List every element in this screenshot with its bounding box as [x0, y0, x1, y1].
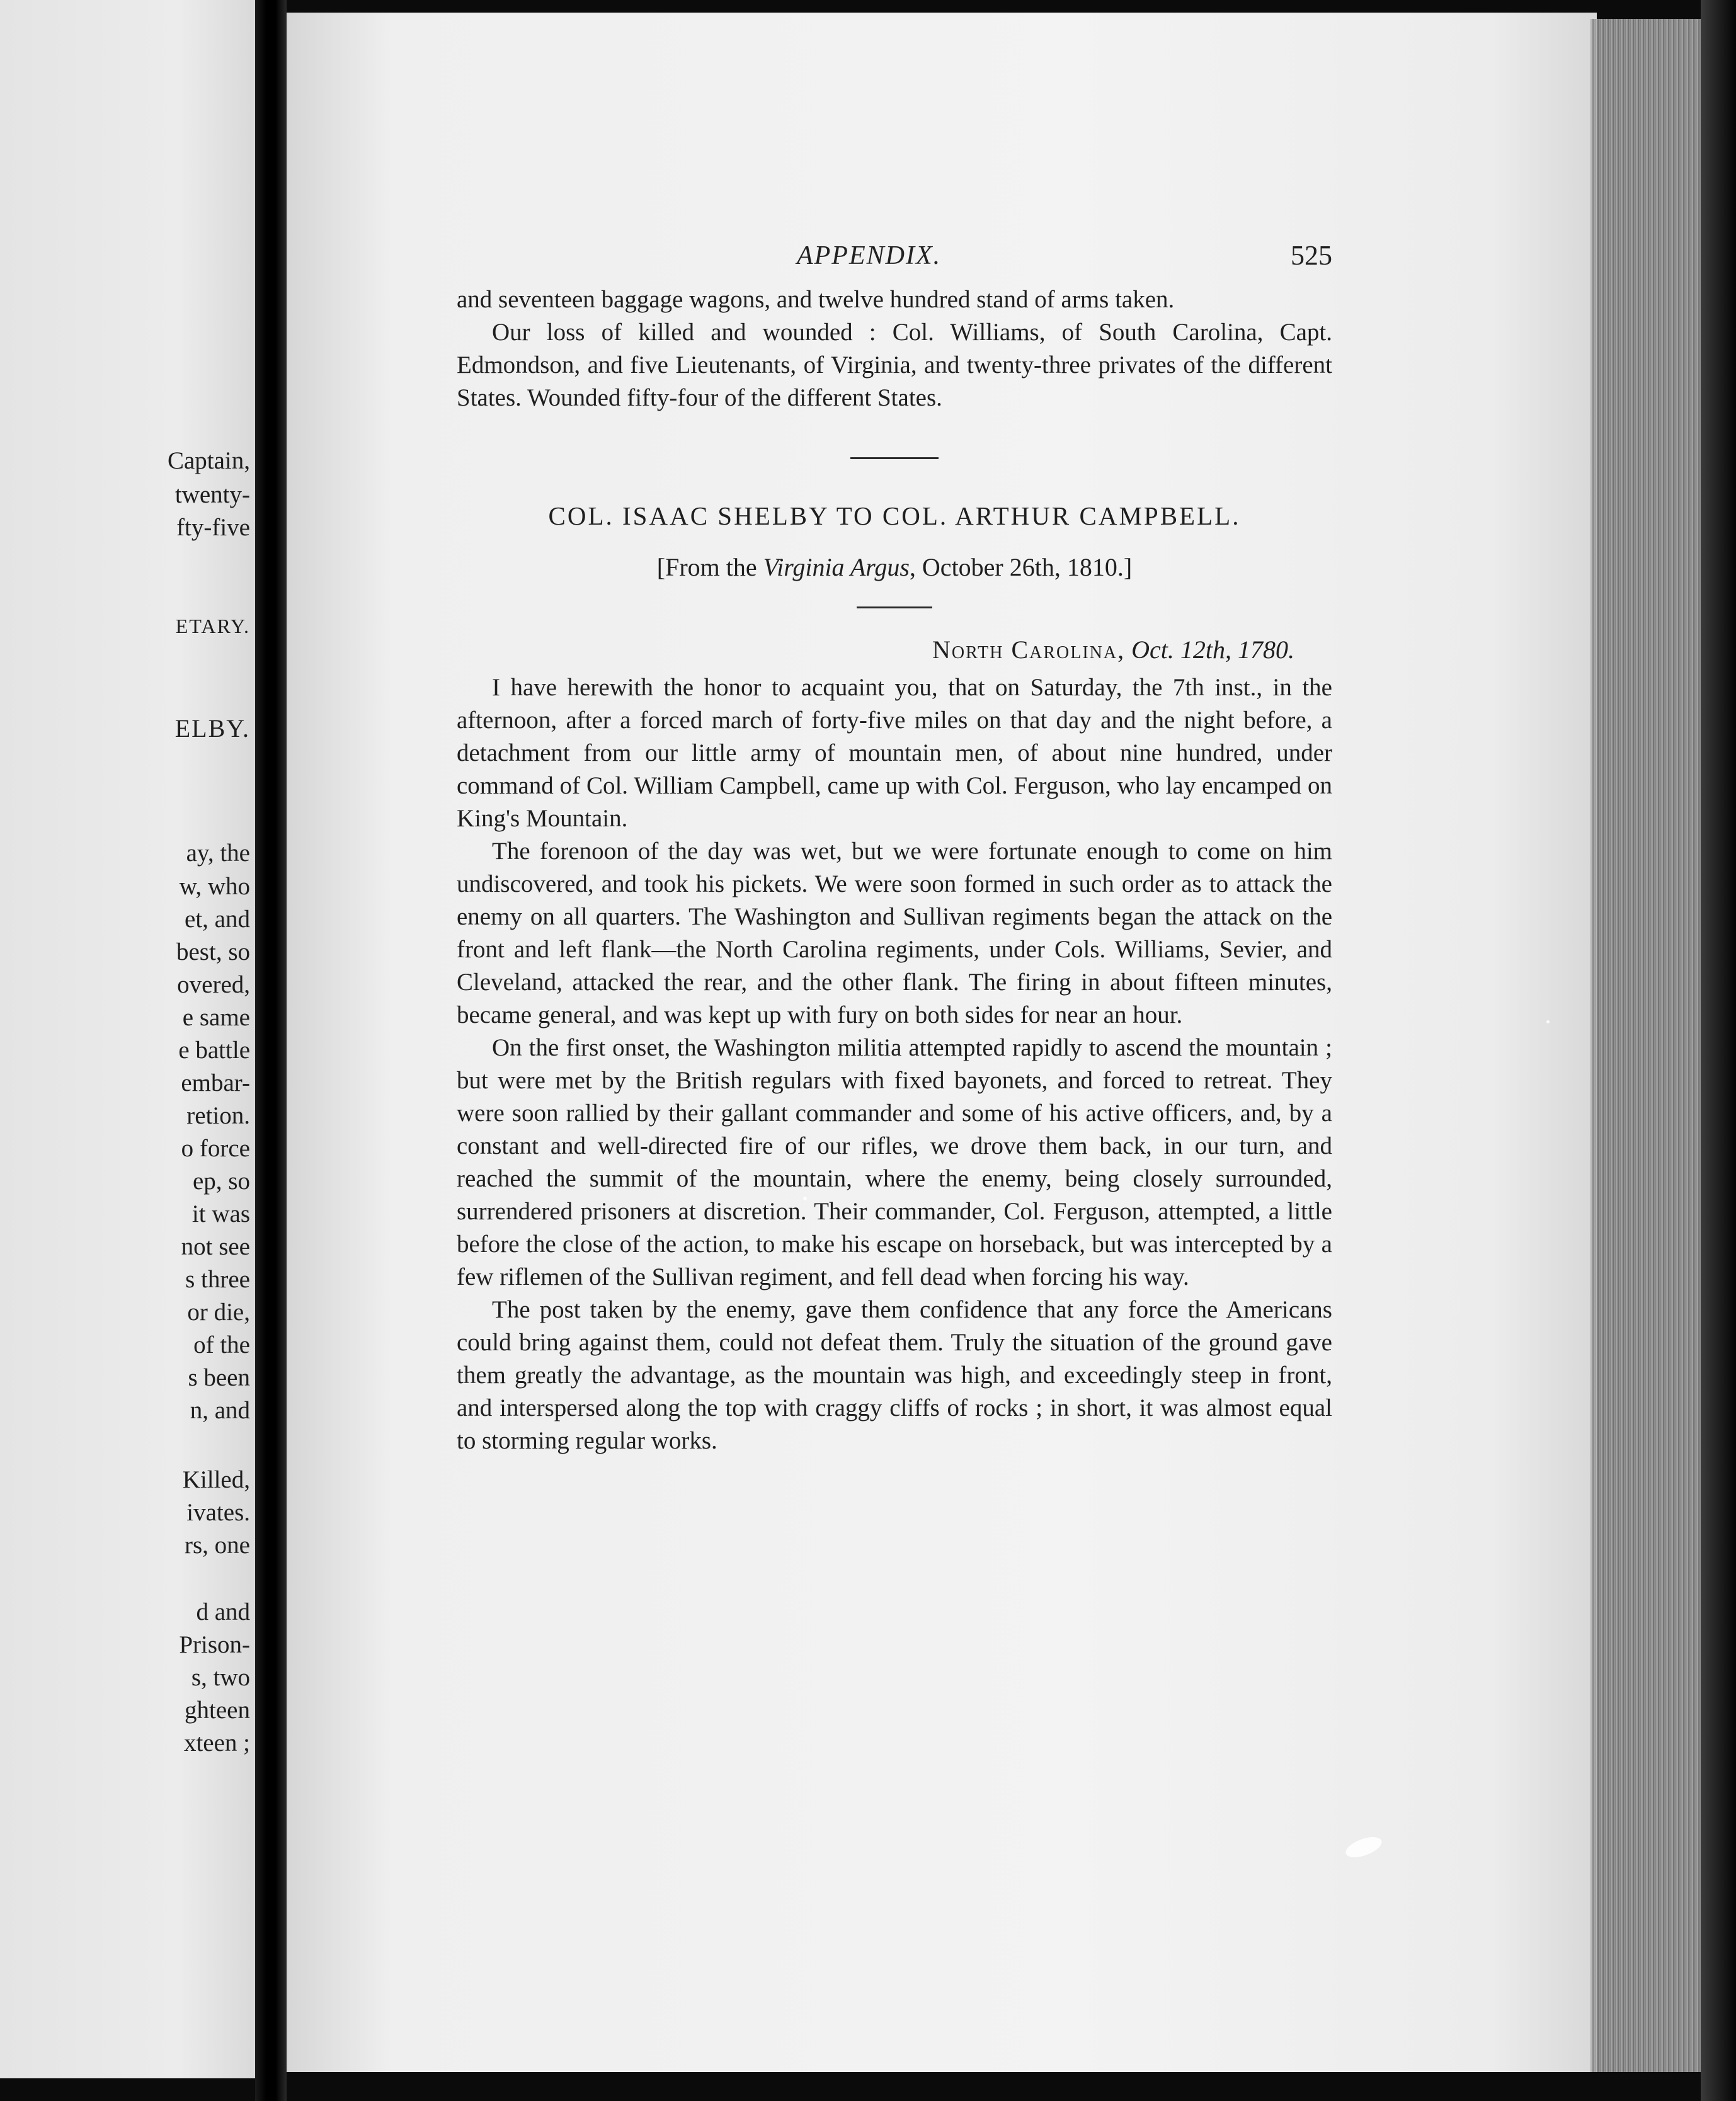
left-fragment-line: xteen ;	[183, 1729, 250, 1757]
dateline-place: North Carolina,	[932, 635, 1126, 664]
source-suffix: , October 26th, 1810.]	[909, 553, 1133, 581]
left-fragment-line: embar-	[181, 1069, 250, 1096]
left-fragment-line: of the	[193, 1331, 250, 1358]
left-fragment-line: it was	[191, 1200, 250, 1227]
letter-heading: COL. ISAAC SHELBY TO COL. ARTHUR CAMPBELL.	[548, 501, 1241, 530]
left-fragment-line: Prison-	[179, 1631, 250, 1658]
letter-paragraph: The post taken by the enemy, gave them confidence that any force the Americans could bring against them, could not defeat them. Truly the situation of the ground gave them greatly the advantage, as the mountain was high, and exceedingly steep in front, and interspersed along the top with craggy cliffs of rocks ; in short, it was almost equal to storming regular works.	[457, 1296, 1332, 1454]
left-fragment-line: not see	[181, 1233, 250, 1260]
left-fragment-line: s, two	[191, 1664, 250, 1691]
left-fragment-line: ep, so	[193, 1168, 250, 1195]
left-fragment-line: Captain,	[167, 447, 250, 474]
letter-dateline	[457, 634, 1332, 666]
left-fragment-line: ay, the	[186, 840, 250, 867]
left-fragment-line: s three	[185, 1266, 250, 1293]
continued-paragraph: and seventeen baggage wagons, and twelve hundred stand of arms taken.	[457, 286, 1175, 313]
source-prefix: [From the	[656, 553, 763, 581]
left-fragment-line: or die,	[187, 1299, 250, 1326]
left-fragment-line: ELBY.	[174, 714, 250, 743]
running-head	[457, 239, 1332, 283]
letter-paragraph: On the first onset, the Washington militia attempted rapidly to ascend the mountain ; but were met by the British regulars with fixed bayonets, and forced to retreat. They were soon rallied by their gallant commander and some of his active officers, and, by a constant and well-directed fire of our rifles, we drove them back, in our turn, and reached the summit of the mountain, where the enemy, being closely surrounded, surrendered prisoners at discretion. Their commander, Col. Ferguson, attempted, a little before the close of the action, to make his escape on horseback, but was intercepted by a few riflemen of the Sullivan regiment, and fell dead when forcing his way.	[457, 1034, 1332, 1290]
left-fragment-line: et, and	[185, 906, 250, 933]
left-fragment-line: w, who	[179, 873, 250, 900]
left-fragment-line: o force	[181, 1135, 250, 1162]
left-fragment-line: ghteen	[185, 1697, 250, 1724]
left-fragment-line: s been	[188, 1364, 250, 1391]
left-fragment-line: ivates.	[186, 1499, 250, 1526]
scan-speck	[1546, 1020, 1550, 1023]
source-citation	[457, 551, 1332, 584]
page-number: 525	[1291, 240, 1332, 271]
left-fragment-line: best, so	[176, 938, 250, 965]
letter-paragraph: I have herewith the honor to acquaint you, that on Saturday, the 7th inst., in the afternoon, after a forced march of forty-five miles on that day and the night before, a detachment from our little army of mountain men, of about nine hundred, under command of Col. William Campbell, came up with Col. Ferguson, who lay encamped on King's Mountain.	[457, 674, 1332, 832]
left-fragment-line: n, and	[190, 1397, 250, 1424]
left-fragment-line: overed,	[177, 971, 250, 998]
heading-rule	[857, 606, 932, 608]
source-newspaper: Virginia Argus	[763, 553, 910, 581]
page-content	[457, 239, 1332, 1457]
loss-paragraph: Our loss of killed and wounded : Col. Williams, of South Carolina, Capt. Edmondson, and five Lieutenants, of Virginia, and twenty-three privates of the different States. Wounded fifty-four of the different States.	[457, 319, 1332, 411]
left-fragment-line: ETARY.	[175, 615, 250, 637]
running-title: APPENDIX.	[797, 241, 942, 270]
left-fragment-line: twenty-	[174, 481, 250, 508]
left-fragment-line: d and	[196, 1598, 250, 1626]
section-rule	[850, 457, 939, 459]
dateline-date: Oct. 12th, 1780.	[1131, 635, 1294, 664]
left-fragment-line: fty-five	[176, 514, 250, 541]
letter-paragraph: The forenoon of the day was wet, but we were fortunate enough to come on him undiscovered, and took his pickets. We were soon formed in such order as to attack the enemy on all quarters. The Washington and Sullivan regiments began the attack on the front and left flank—the North Carolina regiments, under Cols. Williams, Sevier, and Cleveland, attacked the rear, and the other flank. The firing in about fifteen minutes, became general, and was kept up with fury on both sides for near an hour.	[457, 838, 1332, 1028]
left-fragment-line: retion.	[186, 1102, 250, 1129]
book-gutter	[255, 0, 287, 2101]
left-page-cropped-text	[0, 0, 255, 2078]
left-fragment-line: Killed,	[182, 1466, 250, 1493]
edge-shadow	[1701, 0, 1736, 2101]
left-fragment-line: rs, one	[185, 1532, 250, 1559]
scan-speck	[1343, 1833, 1384, 1862]
page-edges	[1590, 19, 1716, 2072]
left-fragment-line: e same	[182, 1004, 250, 1031]
left-fragment-line: e battle	[178, 1037, 250, 1064]
facing-left-page	[0, 0, 255, 2078]
